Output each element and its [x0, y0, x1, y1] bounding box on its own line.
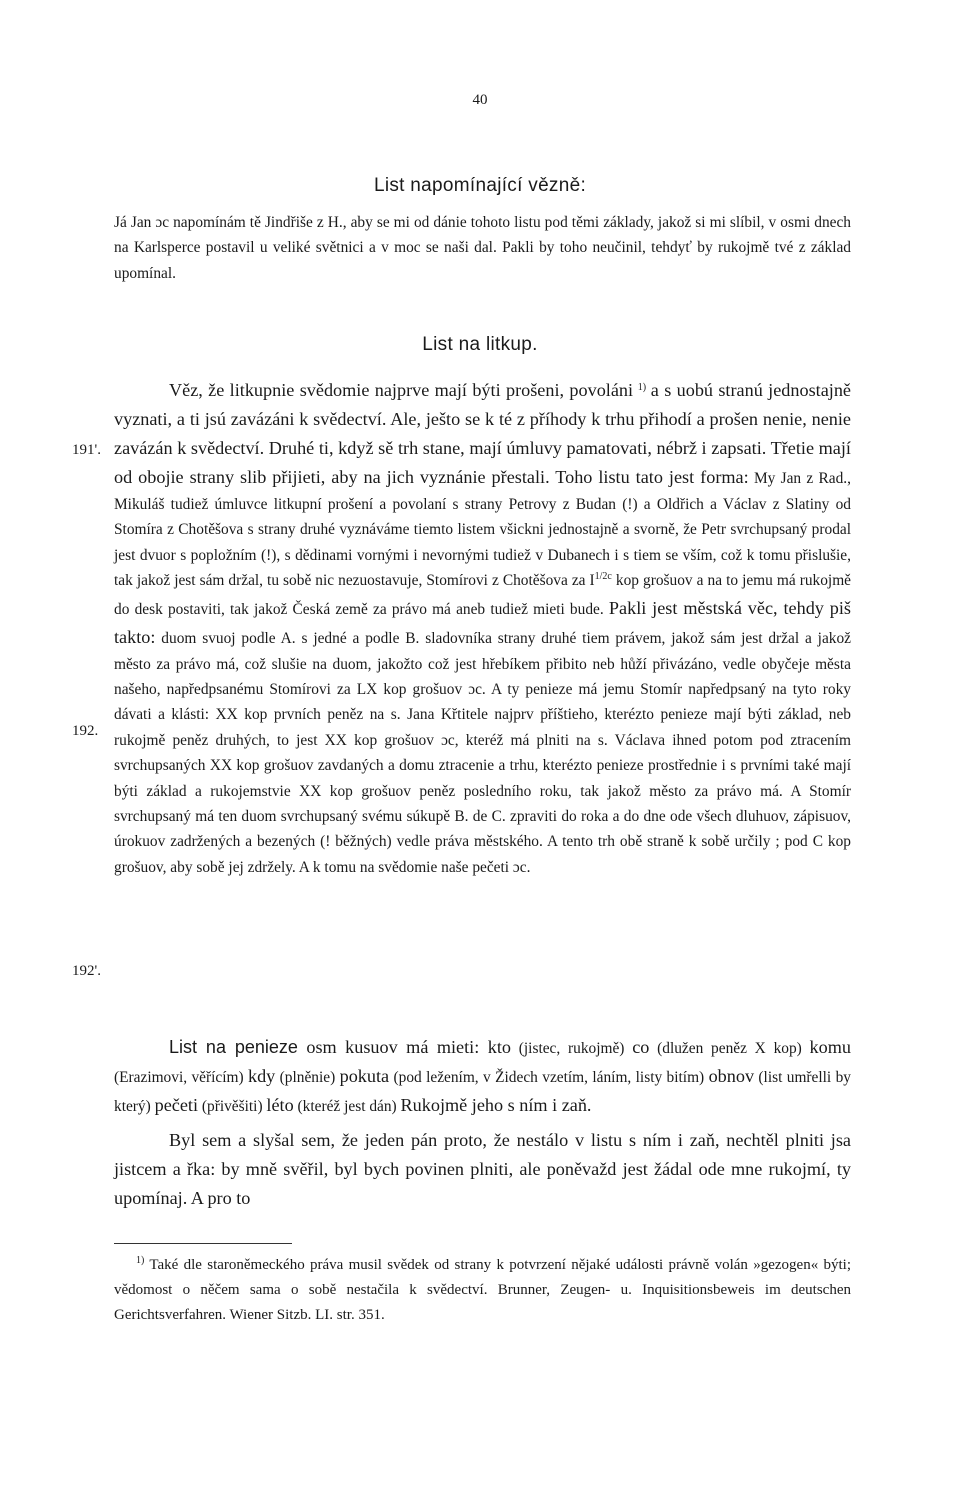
footnote-text: Také dle staroněmeckého práva musil svědek od strany k potvrzení nějaké události právně volán »gezogen« býti; vědomost o něčem sama o sobě nestačila k svědectví. Brunner, Zeugen- u. Inquisitionsbeweis im deutschen Gerichtsverfahren. Wiener Sitzb. LI. str. 351.: [114, 1257, 851, 1323]
osm-kusuov-segment: kto: [487, 1037, 512, 1057]
osm-kusuov-segment: Rukojmě jeho s ním i zaň.: [400, 1095, 592, 1115]
osm-kusuov-segment: (dlužen peněz X kop): [649, 1040, 810, 1057]
heading-list-na-litkup: List na litkup.: [422, 334, 538, 355]
page-number: 40: [472, 92, 488, 108]
paragraph-text: Já Jan ɔc napomínám tě Jindřiše z H., aby se mi od dánie tohoto listu pod těmi základy, jakož si mi slíbil, v osmi dnech na Karlsperce postavil u veliké světnici a v moc se naši dal. Pakli by toho neučinil, tehdyť by rukojmě tvé z základ upomínal.: [114, 214, 851, 282]
margin-note-192: 192.: [72, 723, 99, 739]
osm-kusuov-segment: List na penieze: [169, 1037, 298, 1057]
osm-kusuov-segment: (přivěšiti): [198, 1098, 267, 1115]
osm-kusuov-segment: (Erazimovi, věřícím): [114, 1069, 248, 1086]
osm-kusuov-segment: (list umřelli by který): [114, 1069, 851, 1115]
litkup-form-b: kop grošuov a na to jemu má rukojmě do desk postaviti, tak jakož Česká země za právo má aneb tudiež mieti bude.: [114, 572, 851, 618]
osm-kusuov-segment: (jistec, rukojmě): [511, 1040, 633, 1057]
osm-kusuov-segment: pokuta: [339, 1066, 390, 1086]
litkup-form-c: duom svuoj podle A. s jedné a podle B. sladovníka strany druhé tiem právem, jakož sám jest držal a jakož město za právo má, což slušie na duom, jakožto což jest hřebíkem přibito neb hůží přivázáno, vedle obyčeje města našeho, napředpsanému Stomírovi za LX kop grošuov ɔc. A ty penieze má jemu Stomír napředpsaný na tyto roky dávati a klásti: XX kop prvních peněz na s. Jana Křtitele najprv příštieho, kterézto penieze mají býti základ, neb rukojmě peněz druhých, to jest XX kop grošuov ɔc, kteréž má plniti na s. Václava ihned potom pod ztracením svrchupsaných XX kop grošuov zavdaných a domu ztracenie a trhu, kterézto penieze prostřednie i s prvními také mají býti základ a rukojemstvie XX kop grošuov peněz posledního roku, tak jakož město za právo má. A Stomír svrchupsaný má ten duom svrchupsaný svému súkupě B. de C. zpraviti do roka a do dne ode všech dluhuov, zápisuov, úrokuov zadržených a bezených (! běžných) vedle práva městského. A tento trh obě straně k sobě určily ; pod C kop grošuov, aby sobě jej zdržely. A k tomu na svědomie naše pečeti ɔc.: [114, 629, 851, 876]
osm-kusuov-segment: pečeti: [154, 1095, 199, 1115]
paragraph-list-na-penieze: [114, 1033, 851, 1213]
heading-list-napominajici: List napomínající vězně:: [373, 175, 587, 196]
footnote-ref: 1): [637, 381, 647, 393]
paragraph-litkup: [114, 376, 851, 880]
margin-note-192b: 192'.: [72, 963, 101, 979]
byl-sem-paragraph: Byl sem a slyšal sem, že jeden pán proto, že nestálo v listu s ním i zaň, nechtěl plniti jsa jistcem a řka: by mně svěřil, byl bych povinen plniti, ale poněvažd jest žádal ode mne rukojmí, ty upomínaj. A pro to: [114, 1130, 851, 1208]
osm-kusuov-segment: kdy: [247, 1066, 276, 1086]
osm-kusuov-segment: (plněnie): [275, 1069, 340, 1086]
litkup-town: Pakli jest městská věc, tehdy piš takto:: [114, 597, 852, 647]
osm-kusuov-segment: (pod ležením, v Židech vzetím, láním, listy bitím): [389, 1069, 709, 1086]
osm-kusuov-segment: osm kusuov má mieti:: [297, 1037, 488, 1057]
sup-c: c: [607, 571, 612, 583]
osm-kusuov-segment: léto: [266, 1095, 294, 1115]
footnote: [114, 1253, 851, 1327]
osm-kusuov-segment: (kteréž jest dán): [293, 1098, 401, 1115]
osm-kusuov-segment: co: [632, 1037, 650, 1057]
footnote-rule: [114, 1243, 292, 1244]
litkup-lead: Věz, že litkupnie svědomie najprve mají býti prošeni, povoláni: [169, 380, 634, 400]
footnote-mark: 1): [136, 1255, 145, 1266]
margin-note-191: 191'.: [72, 442, 101, 458]
litkup-rest: a s uobú stranú jednostajně vyznati, a ti jsú zavázáni k svědectví. Ale, ješto se k té z příhody k trhu přihodí a prošen nenie, nenie zavázán k svědectví. Druhé ti, když sě trh stane, mají úmluvy pamatovati, nébrž i zapsati. Třetie mají od obojie strany slib přijieti, aby na jich vyznánie přestali. Toho listu tato jest forma:: [114, 380, 851, 487]
osm-kusuov-paragraph: [114, 1033, 851, 1120]
fraction: 1/2: [594, 571, 608, 583]
paragraph-list-napominajici: [114, 210, 851, 286]
litkup-form-a: My Jan z Rad., Mikuláš tudiež úmluvce litkupní prošení a povolaní s strany Petrovy z Budan (!) a Oldřich a Václav z Slatiny od Stomíra z Chotěšova s strany druhé vyznáváme tiemto listem všickni jednostajně a svorně, že Petr svrchupsaný prodal jest dvuor s popložním (!), s dědinami vornými i nevornými tudiež v Dubanech i s tiem se vším, což k tomu přislušie, tak jakož jest sám držal, tu sobě nic nezuostavuje, Stomírovi z Chotěšova za I: [114, 470, 851, 590]
osm-kusuov-segment: komu: [809, 1037, 851, 1057]
osm-kusuov-segment: obnov: [708, 1066, 755, 1086]
